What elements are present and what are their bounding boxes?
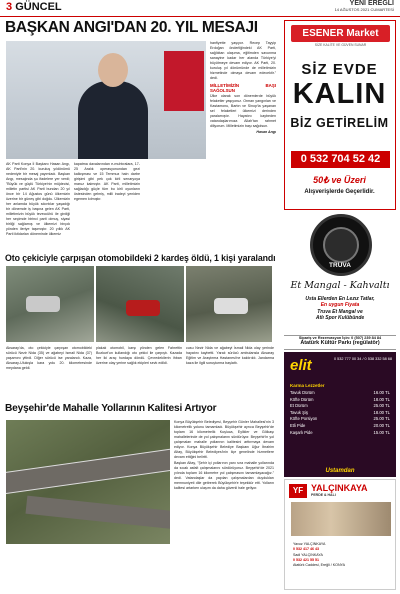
- truva-name: TRUVA: [329, 262, 351, 269]
- esener-market-ad: [284, 20, 396, 210]
- elit-menu: [290, 383, 390, 436]
- story3-headline: Beyşehir'de Mahalle Yollarının Kalitesi Artıyor: [5, 403, 217, 414]
- story2-photos: [6, 266, 272, 342]
- accident-photo-2: [96, 266, 184, 342]
- story1-col3: hanfiyette yaşıyor. Recep Tayyip Erdoğan önderliğindeki AK Parti, sağlıktan ulaşıma, eğitimden savunma sanayine kadar her alanda Türkiye'yi büyütmeye devam ediyor. AK Parti, 20. kuruluş yıl dönümünde de milletimizin hizmetinde olmaya devam edecektir." dedi. MİLLETİMİZİN BAŞI SAĞOLSUN Ülke olarak son dönemlerde büyük felaketler yaşıyoruz. Orman yangınları ve Kastamonu, Bartın ve Sinop'ta yaşanan sel felaketleri ülkemizi derinden yaralamıştır. Hayatını kaybeden vatandaşlarımıza Allah'tan rahmet diliyorum. Milletimizin başı sağolsun. Hasan Angı: [210, 41, 276, 134]
- story1-col1: AK Parti Konya İl Başkanı Hasan Angı, AK Parti'nin 20. kuruluş yıldönümü nedeniyle bir mesaj yayımladı. Başkan Angı, mesajında şu ifadelere yer verdi; "Büyük ve güçlü Türkiye'nin müjdecisi, milletin partisi AK Parti bundan 20 yıl önce bir 14 Ağustos günü ülkemizin üzerine bir güneş gibi doğdu. Ülkemizin her anlamda büyük sıkıntılar yaşadığı bir dönemde iş başına gelen AK Parti, milletimizin büyük teveccühü ile girdiği her seçimde birinci parti olmuş, siyasi birliği sağlamış ve ülkemizi birçok yönden ileriye taşımıştır. 20 yıllık AK Parti iktidarları döneminde ülkemiz: [6, 162, 70, 236]
- esener-tagline: SİZE KALİTE VE GÜVEN SUNAR: [314, 43, 367, 47]
- accident-photo-3: [186, 266, 272, 342]
- accident-photo-1: [6, 266, 94, 342]
- masthead: [335, 0, 394, 12]
- story2-col3: cusu Nezir Nida ve ağabeyi İsmail Nida olay yerinde hayatını kaybetti. Yaralı sürücü ambulansla Aksaray Eğitim ve Araştırma Hastanesi'ne kaldırıldı. Jandarma kaza ile ilgili soruşturma başlattı.: [186, 346, 274, 365]
- story1-col2: kapatma davalarından e-muhtıralara, 17-25 Aralık operasyonundan gezi kalkışması ve 15 Temmuz hain darbe girişimi gibi pek çok kirli senaryoya maruz kalmıştır. AK Parti, milletimizin sağladığı güçle tüm bu kirli oyunların üstesinden gelmiş, milli iradeyi yeniden egemen kılmıştır.: [74, 162, 140, 201]
- ad-line: BİZ GETİRELİM: [290, 116, 389, 130]
- curtain-photo: [291, 502, 391, 536]
- phone-number: 0 532 704 52 42: [291, 151, 390, 168]
- esener-logo: ESENER Market: [291, 25, 390, 42]
- yf-subtitle: PERDE & HALI: [311, 493, 336, 497]
- menu-item: Et Dürüm 25.00 TL: [290, 403, 390, 409]
- offer-line: 50₺ ve Üzeri: [313, 175, 366, 185]
- menu-item: Kaşarlı Pide 15.00 TL: [290, 429, 390, 435]
- issue-date: 14 AĞUSTOS 2021 CUMARTESİ: [334, 7, 394, 12]
- story1-headline: BAŞKAN ANGI'DAN 20. YIL MESAJI: [5, 19, 258, 36]
- truva-address-bar: Sipariş ve Rezervasyon İçin: 0 (507) 239 84 84 Atatürk Kültür Parkı (regülatör): [284, 335, 396, 350]
- menu-item: Etli Pide 20.00 TL: [290, 422, 390, 428]
- page-section: [6, 1, 62, 13]
- menu-item: Tavuk Dürüm 16.00 TL: [290, 390, 390, 395]
- menu-item: Tavuk Şiş 18.00 TL: [290, 409, 390, 415]
- story2-col2: plakalı otomobil, karşı yönden gelen Fahrettin Bozkurt'un kullandığı oto çekici ile çarpıştı. Kazada her iki araç hurdaya döndü. Çevredekilerin ihbarı üzerine olay yerine sağlık ekipleri sevk edildi.: [96, 346, 182, 365]
- truva-text: Usta Ellerden En Lezız Tatlar, En uygun Fiyata Truva Et Mangal ve Atlı Spor Kulübünde: [305, 296, 375, 322]
- story1-signature: Hasan Angı: [256, 130, 276, 134]
- tow-truck-shape: [126, 300, 160, 316]
- page-header: [0, 0, 400, 17]
- truva-ad: [284, 210, 396, 335]
- menu-item: Köfte Dürüm 18.00 TL: [290, 396, 390, 402]
- story3-col1: Konya Büyükşehir Belediyesi, Beyşehir Günler Mahallesi'nin 3 kilometrelik yolunu tamamladı. Büyükşehir ayrıca Beyşehir'de toplam 16 kilometrelik Kuşluca, Eylikler ve Gölkaşı mahallelerinde de yol çalışmalarını sürdürüyor. Beyşehir'in yol çalışmaları mahalle yollarının kalitesini arttırmaya devam ediyor. Konya Büyükşehir Belediye Başkanı Uğur İbrahim Altay, Büyükşehir Belediyesi'nin ilçe genelinde hizmetlere devam ettiğini belirtti. Başkan Altay, "Şehir içi yollarının yanı sıra mahalle yollarında da sıcak asfalt çalışmalarını sürdürüyoruz. Beyşehir'de 2021 yılında toplam 16 kilometre yol çalışmasını tamamlayacağız." dedi. Vatandaşlar da yapılan çalışmalardan duydukları memnuniyeti dile getirerek Büyükşehir'e teşekkür etti. Yolların kalitesi artarken ulaşım da daha güvenli hale geliyor.: [174, 420, 274, 490]
- flag-shape: [164, 51, 204, 111]
- story2-headline: Oto çekiciyle çarpışan otomobildeki 2 kardeş öldü, 1 kişi yaralandı: [5, 253, 276, 263]
- yf-logo: YF: [289, 484, 307, 498]
- page-number: 3: [6, 1, 13, 13]
- story2-col1: Aksaray'da, oto çekiciyle çarpışan otomobildeki sürücü Nezir Nida (35) ve ağabeyi Ismail Nida (37) yaşamını yitirdi. Diğer sürücü ise yaralandı. Kaza, Aksaray-Ulukışla kara yolu 20. kilometresinde meydana geldi.: [6, 346, 92, 370]
- section-name: GÜNCEL: [15, 1, 62, 13]
- truva-script: Et Mangal - Kahvaltı: [290, 280, 390, 291]
- menu-item: Köfte Porsiyon 25.00 TL: [290, 416, 390, 422]
- ad-line: KALIN: [292, 78, 387, 110]
- road-shape: [6, 447, 170, 495]
- elit-restaurant-ad: [284, 352, 396, 477]
- paper-title: YENİ EREĞLİ: [349, 0, 394, 7]
- person-head-shape: [98, 53, 128, 87]
- person-shape: [78, 81, 148, 159]
- story3-photo: [6, 420, 170, 544]
- story1-subhead: MİLLETİMİZİN BAŞI SAĞOLSUN: [210, 83, 276, 93]
- yf-contact: Yavuz YALÇINKAYA 0 532 417 46 43 Sadi YALÇINKAYA 0 532 421 55 51 Atatürk Caddesi, Ereğli / KONYA: [293, 542, 346, 568]
- wreck-shape: [214, 298, 248, 314]
- yalcinkaya-ad: [284, 479, 396, 590]
- menu-title: Karma Lezzetler: [290, 383, 325, 388]
- elit-footer: Ustamdan: [325, 468, 355, 474]
- road-shape: [25, 496, 170, 531]
- ad-line: SİZ EVDE: [301, 61, 378, 78]
- car-shape: [26, 296, 60, 312]
- offer-detail: Alışverişlerde Geçerlidir.: [304, 189, 375, 195]
- yf-name: YALÇINKAYA: [311, 483, 368, 493]
- elit-phone: 0 532 777 00 34 / 0 538 332 58 68: [333, 357, 392, 361]
- elit-logo: elit: [290, 357, 312, 374]
- story1-photo: [6, 41, 206, 159]
